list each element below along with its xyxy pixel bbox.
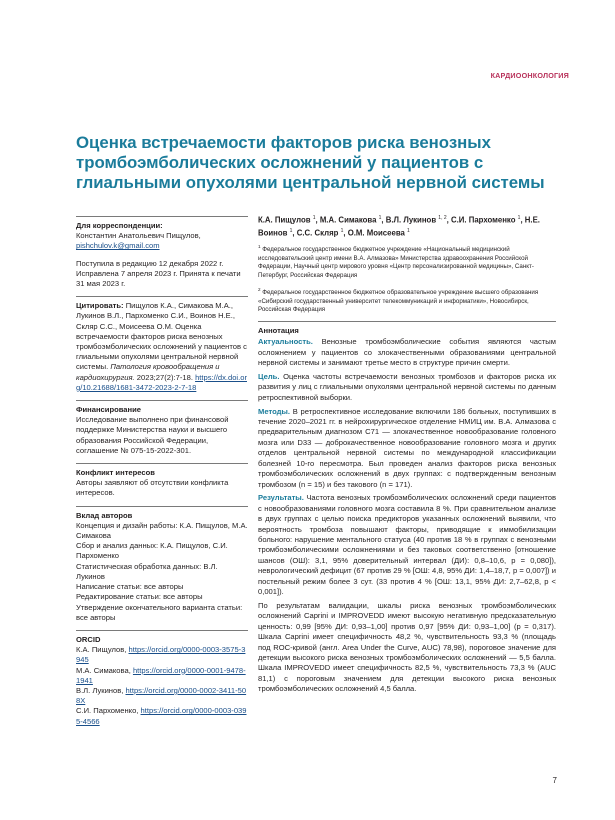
correspondence-name: Константин Анатольевич Пищулов,	[76, 231, 201, 241]
cite-doi-link[interactable]: https://dx.doi.org/10.21688/1681-3472-2023-2-7-18	[76, 372, 247, 392]
abstract	[258, 326, 556, 695]
relevance-text: Венозные тромбоэмболические события являются частым осложнением у пациентов со злокачественными образованиями центральной нервной системы и занимают третье место в структуре причин смерти.	[258, 337, 556, 368]
abstract-results	[258, 493, 556, 597]
abstract-heading: Аннотация	[258, 325, 299, 335]
article-info-sidebar	[76, 216, 248, 734]
relevance-label: Актуальность.	[258, 337, 313, 347]
dates-block	[76, 259, 248, 290]
main-column	[258, 213, 556, 698]
orcid-author-name: М.А. Симакова,	[76, 665, 131, 675]
author-name: М.А. Симакова	[319, 215, 377, 225]
abstract-methods	[258, 407, 556, 490]
results-text: Частота венозных тромбоэмболических осложнений среди пациентов с новообразованиями головного мозга составила 8 %. При сравнительном анализе в двух группах с целью поиска предикторов указанных осложнений выявили, что вероятность тромбоза повышают факторы, приводящие к иммобилизации больного: нарушение ментального статуса (40 против 18 % в группах с венозными тромбоэмболическими осложнениями и без таковых соответственно [отношение шансов (ОШ): 3,1, 95% доверительный интервал (ДИ): 0,8–10,6, p = 0,080]), неврологический дефицит (67 против 29 % [ОШ: 4,8, 95% ДИ: 1,4–18,7, p = 0,007]) и постельный режим более 3 сут. (33 против 4 % [ОШ: 13,1, 95% ДИ: 2,7–62,8, p < 0,001]).	[258, 493, 556, 597]
article-title: Оценка встречаемости факторов риска венозных тромбоэмболических осложнений у пациентов с глиальными опухолями центральной нервной системы	[76, 133, 545, 192]
funding-block	[76, 400, 248, 456]
author-affil-sup: 1	[340, 227, 344, 234]
methods-label: Методы.	[258, 406, 291, 416]
affiliation	[258, 286, 556, 315]
author-name: Н.Е. Воинов	[258, 215, 540, 238]
cite-year-pages: 2023;27(2):7-18.	[136, 372, 193, 382]
author-affil-sup: 1	[407, 227, 410, 234]
article-dates: Поступила в редакцию 12 декабря 2022 г. Исправлена 7 апреля 2023 г. Принята к печати 31 мая 2023 г.	[76, 258, 241, 289]
author-name: О.М. Моисеева	[347, 228, 405, 238]
abstract-aim	[258, 372, 556, 403]
divider	[76, 296, 248, 297]
correspondence-heading: Для корреспонденции:	[76, 221, 163, 230]
cite-heading: Цитировать:	[76, 301, 124, 311]
correspondence-email-link[interactable]: pishchulov.k@gmail.com	[76, 241, 160, 251]
contrib-item: Статистическая обработка данных: В.Л. Лукинов	[76, 561, 218, 581]
author-name: К.А. Пищулов	[258, 215, 311, 225]
divider	[76, 630, 248, 631]
abstract-validation: По результатам валидации, шкалы риска венозных тромбоэмболических осложнений Caprini и IMPROVEDD имеют высокую негативную предсказательную ценность: 0,99 [95% ДИ: 0,93–1,00] против 0,97 [95% ДИ: 0,93–1,00] (p = 0,317). Шкала Caprini имеет специфичность 48,2 %, чувствительность 93,3 % (площадь под ROC-кривой (англ. Area Under the Curve, AUC) 78,98), пороговое значение для детекции высокого риска венозных тромбоэмболических осложнений — 5,5 балла. Шкала IMPROVEDD имеет специфичность 82,5 %, чувствительность 73,3 % (AUC 81,1) с пороговым значением для детекции высокого риска венозных тромбоэмболических осложнений 4,5 балла.	[258, 600, 556, 694]
author-affil-sup: 1	[312, 215, 316, 221]
affiliation-text: Федеральное государственное бюджетное образовательное учреждение высшего образования «Сибирский государственный университет телекоммуникаций и информатики», Новосибирск, Российская Федерация	[258, 289, 539, 314]
contrib-block	[76, 506, 248, 623]
abstract-relevance	[258, 337, 556, 368]
orcid-heading: ORCID	[76, 634, 101, 644]
results-label: Результаты.	[258, 493, 304, 503]
orcid-block	[76, 630, 248, 727]
author-affil-sup: 1, 2	[438, 215, 447, 221]
cite-text: Пищулов К.А., Симакова М.А., Лукинов В.Л., Пархоменко С.И., Воинов Н.Е., Скляр С.С., Моисеева О.М. Оценка встречаемости факторов риска венозных тромбоэмболических осложнений у пациентов с глиальными опухолями центральной нервной системы.	[76, 301, 247, 372]
divider	[76, 216, 248, 217]
author-affil-sup: 1	[378, 215, 382, 221]
orcid-entry	[76, 666, 248, 686]
contrib-heading: Вклад авторов	[76, 510, 133, 520]
funding-text: Исследование выполнено при финансовой поддержке Министерства науки и высшего образования Российской Федерации, соглашение № 075-15-2022-301.	[76, 415, 229, 455]
author-list: К.А. Пищулов $^1$, М.А. Симакова $^1$, В.Л. Лукинов $^{1, 2}$, С.И. Пархоменко $^1$, Н.Е. Воинов $^1$, С.С. Скляр $^1$, О.М. Моисеева $^1$	[258, 215, 540, 238]
section-label: КАРДИООНКОЛОГИЯ	[490, 71, 569, 80]
orcid-author-name: В.Л. Лукинов,	[76, 685, 124, 695]
affiliation-sup: 1	[258, 244, 261, 250]
author-affil-sup: 1	[517, 215, 521, 221]
contrib-item: Концепция и дизайн работы: К.А. Пищулов, М.А. Симакова	[76, 520, 248, 541]
author-name: С.С. Скляр	[296, 228, 339, 238]
contrib-item: Утверждение окончательного варианта статьи: все авторы	[76, 602, 243, 622]
correspondence-block	[76, 216, 248, 252]
orcid-entry	[76, 686, 248, 706]
author-affil-sup: 1	[289, 227, 293, 234]
affiliation-sup: 2	[258, 287, 261, 293]
contrib-item: Написание статьи: все авторы	[76, 582, 184, 592]
orcid-link[interactable]: https://orcid.org/0000-0003-0395-4566	[76, 706, 247, 726]
page-number: 7	[552, 776, 557, 785]
divider	[76, 400, 248, 401]
funding-heading: Финансирование	[76, 405, 141, 415]
orcid-entry	[76, 706, 248, 726]
orcid-link[interactable]: https://orcid.org/0000-0003-3575-3945	[76, 645, 246, 665]
divider	[76, 463, 248, 464]
cite-journal: Патология кровообращения и кардиохирургия.	[76, 362, 220, 382]
contrib-item: Редактирование статьи: все авторы	[76, 592, 203, 602]
conflict-text: Авторы заявляют об отсутствии конфликта интересов.	[76, 478, 229, 498]
author-name: В.Л. Лукинов	[385, 215, 437, 225]
contrib-item: Сбор и анализ данных: К.А. Пищулов, С.И. Пархоменко	[76, 541, 228, 561]
affiliation	[258, 243, 556, 280]
divider	[258, 321, 556, 322]
cite-block	[76, 296, 248, 393]
methods-text: В ретроспективное исследование включили 186 больных, поступивших в течение 2020–2021 гг. в нейрохирургическое отделение НМИЦ им. В.А. Алмазова с предварительным диагнозом С71 — злокачественное новообразование головного мозга или D33 — доброкачественное новообразование головного мозга и других отделов центральной нервной системы по международной классификации болезней 10-го пересмотра. Был проведен анализ факторов риска венозных тромбоэмболических осложнений в двух группах: с подтвержденным венозным тромбозом (n = 15) и без такового (n = 171).	[258, 406, 556, 489]
aim-label: Цель.	[258, 371, 280, 381]
aim-text: Оценка частоты встречаемости венозных тромбозов и факторов риска их развития у лиц с глиальными опухолями центральной нервной системы по данным ретроспективной выборки.	[258, 371, 556, 402]
author-name: С.И. Пархоменко	[450, 215, 516, 225]
orcid-entry	[76, 645, 248, 665]
conflict-heading: Конфликт интересов	[76, 468, 155, 478]
orcid-author-name: С.И. Пархоменко,	[76, 706, 139, 716]
orcid-link[interactable]: https://orcid.org/0000-0002-3411-508X	[76, 685, 247, 706]
divider	[76, 506, 248, 507]
orcid-author-name: К.А. Пищулов,	[76, 645, 127, 655]
conflict-block	[76, 463, 248, 499]
affiliation-text: Федеральное государственное бюджетное учреждение «Национальный медицинский исследовательский центр имени В.А. Алмазова» Министерства здравоохранения Российской Федерации, Научный центр мирового уровня «Центр персонализированной медицины», Санкт-Петербург, Российская Федерация	[258, 246, 534, 279]
orcid-link[interactable]: https://orcid.org/0000-0001-9478-1941	[76, 665, 246, 685]
